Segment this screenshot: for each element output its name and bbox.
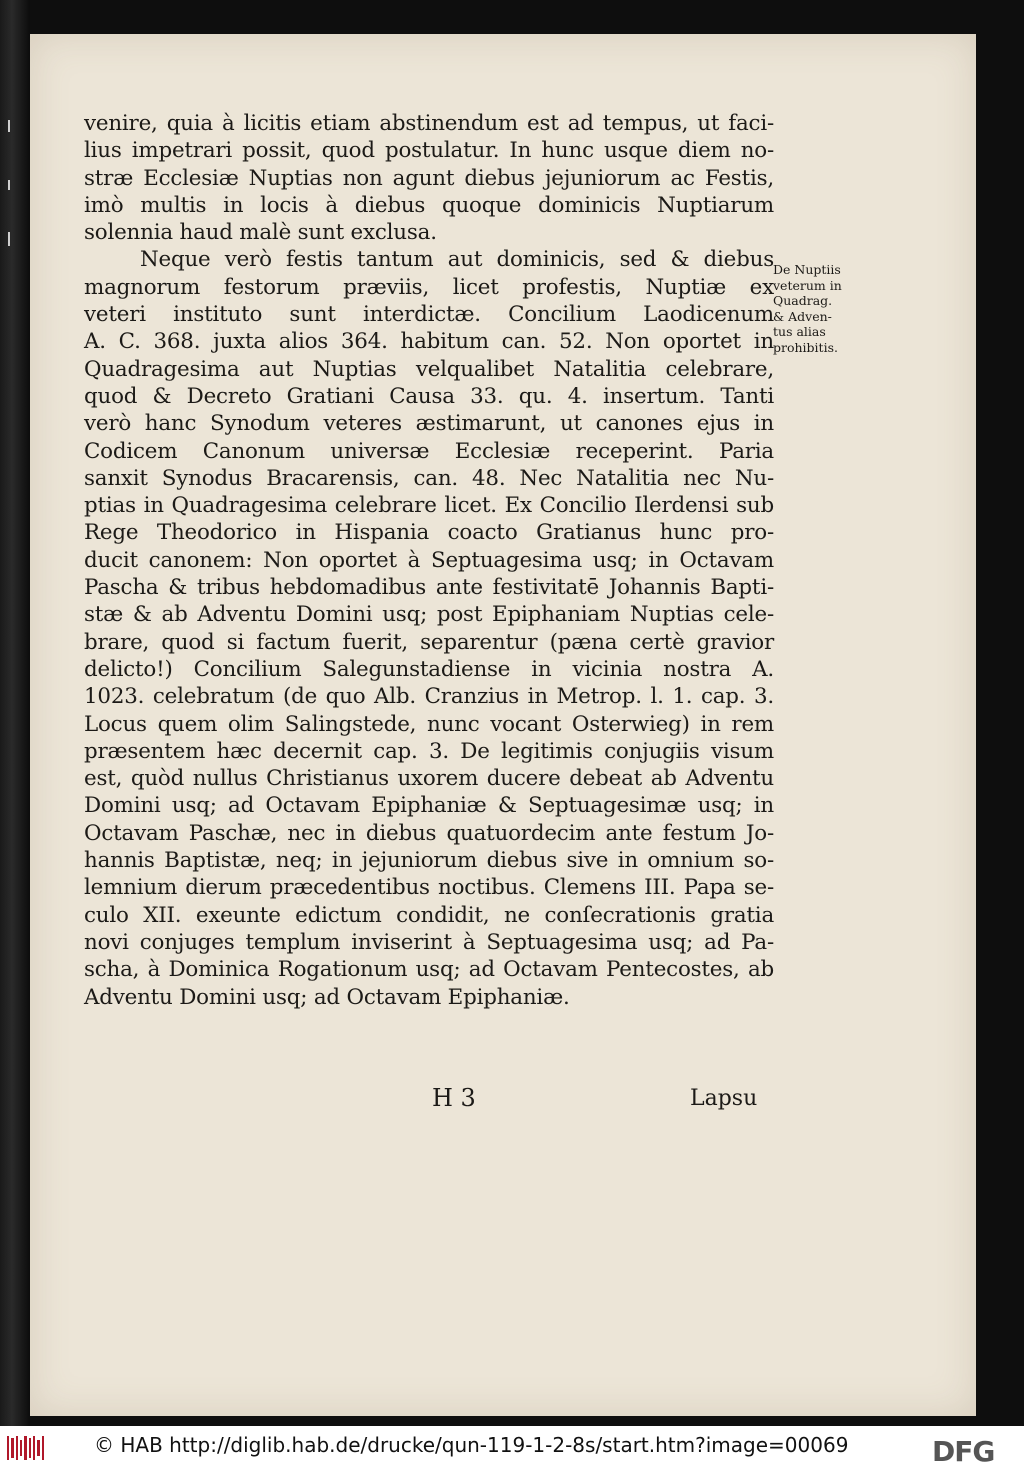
marginal-note-line: prohibitis.: [773, 339, 838, 355]
hab-barcode-logo-icon: [6, 1434, 46, 1462]
text-line: novi conjuges templum inviserint à Septuagesima usq; ad Pa-: [84, 929, 774, 955]
signature-mark: H 3: [432, 1084, 476, 1112]
copyright-link[interactable]: © HAB http://diglib.hab.de/drucke/qun-119-1-2-8s/start.htm?image=00069: [94, 1433, 849, 1457]
text-line: verò hanc Synodum veteres æstimarunt, ut canones ejus in: [84, 411, 774, 437]
text-line: imò multis in locis à diebus quoque dominicis Nuptiarum: [84, 192, 774, 218]
text-line: Quadragesima aut Nuptias velqualibet Natalitia celebrare,: [84, 356, 774, 382]
text-line: Pascha & tribus hebdomadibus ante festivitatē Johannis Bapti-: [84, 575, 774, 601]
text-line: Codicem Canonum universæ Ecclesiæ receperint. Paria: [84, 438, 774, 464]
text-line: est, quòd nullus Christianus uxorem ducere debeat ab Adventu: [84, 766, 774, 792]
text-line: lemnium dierum præcedentibus noctibus. Clemens III. Papa se-: [84, 875, 774, 901]
text-line: hannis Baptistæ, neq; in jejuniorum diebus sive in omnium so-: [84, 848, 774, 874]
text-line: ptias in Quadragesima celebrare licet. Ex Concilio Ilerdensi sub: [84, 493, 774, 519]
marginal-note-line: veterum in: [773, 277, 842, 293]
text-line: stræ Ecclesiæ Nuptias non agunt diebus jejuniorum ac Festis,: [84, 165, 774, 191]
text-line: Domini usq; ad Octavam Epiphaniæ & Septuagesimæ usq; in: [84, 793, 774, 819]
viewer-footer: [0, 1426, 1024, 1468]
text-line: lius impetrari possit, quod postulatur. In hunc usque diem no-: [84, 138, 774, 164]
text-line: quod & Decreto Gratiani Causa 33. qu. 4. insertum. Tanti: [84, 383, 774, 409]
marginal-note-line: & Adven-: [773, 308, 832, 324]
text-line: scha, à Dominica Rogationum usq; ad Octavam Pentecostes, ab: [84, 957, 774, 983]
text-line: Neque verò festis tantum aut dominicis, sed & diebus: [140, 247, 774, 273]
text-line: ducit canonem: Non oportet à Septuagesima usq; in Octavam: [84, 547, 774, 573]
marginal-note-line: De Nuptiis: [773, 262, 841, 277]
text-line: solennia haud malè sunt exclusa.: [84, 220, 437, 246]
text-line: 1023. celebratum (de quo Alb. Cranzius in Metrop. l. 1. cap. 3.: [84, 684, 774, 710]
page-body-text: [84, 110, 774, 1011]
edge-mark: [8, 120, 10, 132]
text-line: venire, quia à licitis etiam abstinendum est ad tempus, ut faci-: [84, 111, 774, 136]
catchword: Lapsu: [690, 1086, 758, 1111]
text-line: magnorum festorum præviis, licet profestis, Nuptiæ ex: [84, 274, 774, 300]
edge-mark: [8, 180, 10, 190]
text-line: A. C. 368. juxta alios 364. habitum can. 52. Non oportet in: [84, 329, 774, 355]
text-line: Rege Theodorico in Hispania coacto Gratianus hunc pro-: [84, 520, 774, 546]
marginal-note-line: tus alias: [773, 324, 826, 340]
marginal-note: [773, 262, 873, 356]
marginal-note-line: Quadrag.: [773, 293, 833, 309]
text-line: culo XII. exeunte edictum condidit, ne conſecrationis gratia: [84, 902, 774, 928]
book-spine-edge: [0, 0, 30, 1426]
text-line: stæ & ab Adventu Domini usq; post Epiphaniam Nuptias cele-: [84, 602, 774, 628]
text-line: sanxit Synodus Bracarensis, can. 48. Nec Natalitia nec Nu-: [84, 465, 774, 491]
edge-mark: [8, 232, 10, 246]
text-line: Adventu Domini usq; ad Octavam Epiphaniæ.: [84, 984, 570, 1010]
text-line: brare, quod si factum fuerit, separentur (pæna certè gravior: [84, 629, 774, 655]
text-line: Locus quem olim Salingstede, nunc vocant Osterwieg) in rem: [84, 711, 774, 737]
dfg-logo: DFG: [932, 1435, 995, 1468]
text-line: Octavam Paschæ, nec in diebus quatuordecim ante festum Jo-: [84, 820, 774, 846]
text-line: veteri instituto sunt interdictæ. Concilium Laodicenum: [84, 302, 774, 328]
text-line: delicto!) Concilium Salegunstadiense in vicinia nostra A.: [84, 656, 774, 682]
text-line: præsentem hæc decernit cap. 3. De legitimis conjugiis visum: [84, 738, 774, 764]
